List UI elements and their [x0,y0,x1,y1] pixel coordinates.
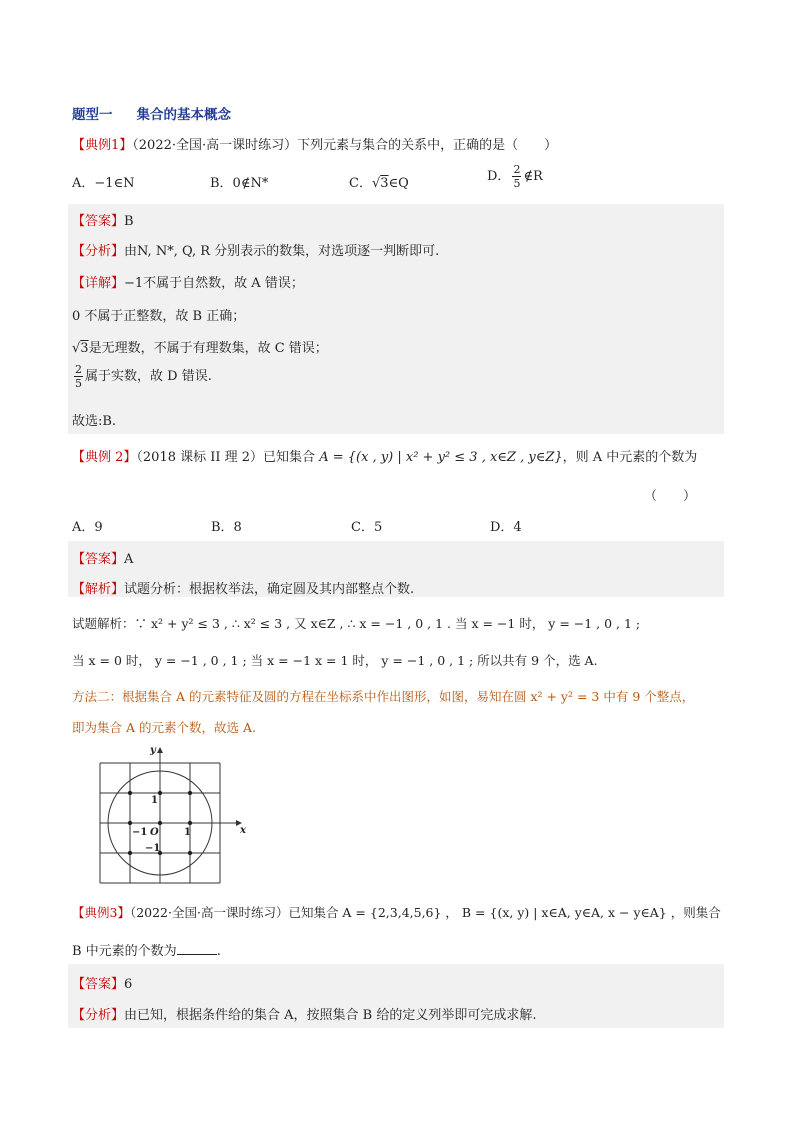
ex3-stem-line-2 [72,940,221,959]
ex3-analysis-tag: 【分析】 [72,1008,125,1023]
ex2-answer-tag: 【答案】 [72,552,125,567]
answer-blank[interactable] [177,942,217,955]
ex1-option-d [487,164,543,189]
section-heading [72,103,231,123]
ex2-answer-line [72,548,133,567]
ex1-detail-line-3 [72,337,328,356]
x-axis-label: x [240,825,246,836]
ex2-analysis-line [72,578,414,597]
heading-label: 题型一 [72,107,113,123]
ex2-option-b: B．8 [211,520,242,535]
ex2-set-definition: A = {(x , y) | x² + y² ≤ 3 , x∈Z , y∈Z} [319,450,563,465]
ex1-answer-line [72,210,134,229]
ex2-method2-line-1: 方法二：根据集合 A 的元素特征及圆的方程在坐标系中作出图形，如图，易知在圆 x² + y² = 3 中有 9 个整点， [72,689,695,704]
ex3-answer-line [72,973,132,992]
lattice-point [188,851,192,855]
tick-neg-y: −1 [145,843,161,854]
ex2-solve-line-1: 试题解析：∵ x² + y² ≤ 3 , ∴ x² ≤ 3 , 又 x∈Z , ∴ x = −1 , 0 , 1 . 当 x = −1 时， y = −1 , 0 , 1 ; [72,616,641,631]
ex2-answer: A [124,552,134,567]
ex1-tag: 【典例1】 [72,138,133,153]
lattice-point [188,791,192,795]
ex3-analysis: 由已知，根据条件给的集合 A，按照集合 B 给的定义列举即可完成求解. [124,1008,537,1023]
ex2-stem-prefix: （2018 课标 II 理 2）已知集合 [136,450,320,465]
ex1-option-b: B．0∉N* [210,176,269,191]
ex1-detail-4: 属于实数，故 D 错误. [85,369,212,384]
ex1-option-c-math: ∈Q [388,176,409,191]
lattice-point [128,821,132,825]
tick-pos-x: 1 [184,827,191,838]
lattice-point [188,821,192,825]
ex1-answer: B [124,214,134,229]
ex1-conclusion: 故选:B. [72,414,117,429]
ex1-detail-line-1 [72,272,304,291]
ex1-answer-tag: 【答案】 [72,214,125,229]
ex3-stem-line-1 [72,903,721,921]
ex2-tag: 【典例 2】 [72,450,137,465]
ex1-analysis-tag: 【分析】 [72,244,125,259]
ex2-stem-suffix: ，则 A 中元素的个数为 [562,450,698,465]
ex1-detail-line-2: 0 不属于正整数，故 B 正确； [72,309,246,324]
tick-neg-x: −1 [132,827,148,838]
ex1-stem-line [72,134,557,153]
ex2-stem-line [72,446,697,465]
ex1-option-d-math: ∉R [523,169,543,184]
fraction-two-fifths: $\frac{2}{5}$ [75,363,82,390]
ex3-answer-tag: 【答案】 [72,977,125,992]
sqrt-symbol: √3 [371,176,389,191]
ex1-detail-line-4 [72,364,212,389]
ex1-analysis: 由N, N*, Q, R 分别表示的数集，对选项逐一判断即可. [124,244,440,259]
tick-pos-y: 1 [151,795,158,806]
ex2-analysis: 试题分析：根据枚举法，确定圆及其内部整点个数. [124,582,415,597]
y-axis-label: y [150,745,156,756]
ex3-stem-2-prefix: B 中元素的个数为 [72,944,177,959]
ex1-analysis-line [72,240,439,259]
lattice-point [128,851,132,855]
ex2-option-a: A．9 [72,520,103,535]
fraction-two-fifths: $\frac{2}{5}$ [513,163,521,190]
ex3-stem-1: （2022·全国·高一课时练习）已知集合 A = {2,3,4,5,6} ， B = {(x, y) | x∈A, y∈A, x − y∈A} ，则集合 [129,905,721,920]
ex2-method2-line-2: 即为集合 A 的元素个数，故选 A. [72,720,256,735]
ex2-option-d: D．4 [490,520,522,535]
circle-lattice-figure [98,745,250,887]
ex3-analysis-line [72,1004,537,1023]
ex1-option-c-prefix: C． [349,176,372,191]
y-axis-arrow-icon [157,747,163,753]
ex1-detail-tag: 【详解】 [72,276,125,291]
ex1-option-c [349,172,409,191]
ex1-option-a: A．−1∈N [72,176,135,191]
ex2-option-c: C．5 [351,520,383,535]
ex3-tag: 【典例3】 [72,905,130,920]
lattice-point [158,791,162,795]
ex3-answer: 6 [124,977,133,992]
lattice-point [158,821,162,825]
heading-title: 集合的基本概念 [136,107,231,123]
ex2-solve-line-2: 当 x = 0 时， y = −1 , 0 , 1 ; 当 x = −1 x = 1 时， y = −1 , 0 , 1 ; 所以共有 9 个，选 A. [72,653,598,668]
origin-label: O [150,827,159,838]
ex1-option-d-prefix: D． [487,169,511,184]
ex1-detail-1: −1不属于自然数，故 A 错误； [124,276,304,291]
ex2-analysis-tag: 【解析】 [72,582,125,597]
ex3-stem-2-suffix: . [216,944,221,959]
ex2-answer-paren: （ ） [644,489,697,504]
sqrt-symbol: √3 [72,341,89,356]
lattice-point [128,791,132,795]
ex1-stem: （2022·全国·高一课时练习）下列元素与集合的关系中，正确的是（ ） [132,138,558,153]
ex1-detail-3: 是无理数，不属于有理数集，故 C 错误； [88,341,328,356]
